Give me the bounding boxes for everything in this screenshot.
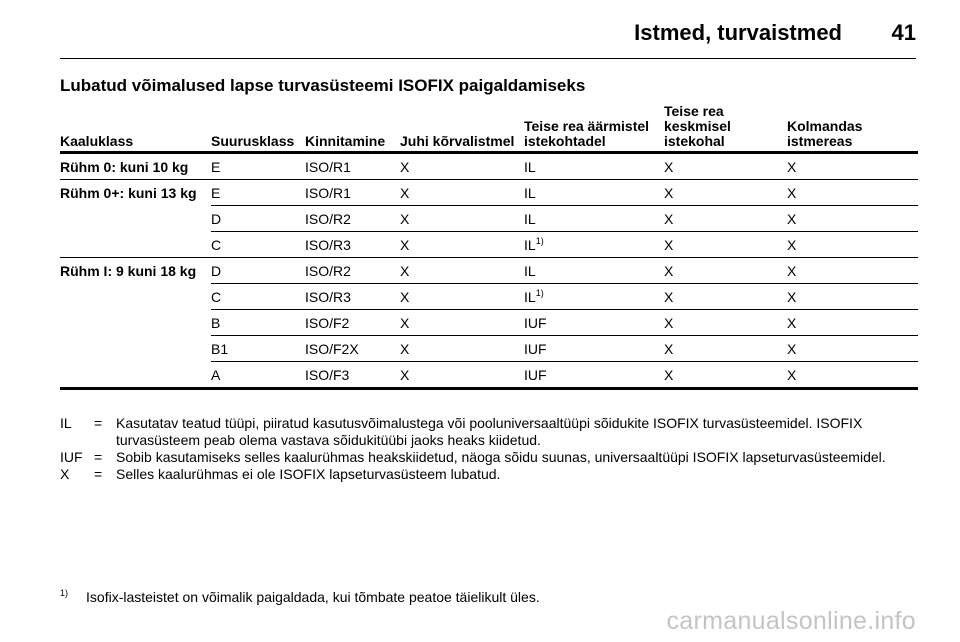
second-row-middle-cell: X (664, 206, 787, 232)
legend-item (60, 466, 922, 483)
legend-abbr: IL (60, 415, 72, 431)
fixture-cell: ISO/F2 (305, 310, 400, 336)
outer-value: IL (524, 236, 536, 253)
column-header: Kaaluklass (60, 104, 211, 153)
table-row (60, 258, 918, 284)
legend-list (60, 415, 922, 483)
second-row-outer-cell (524, 310, 664, 336)
second-row-outer-cell (524, 258, 664, 284)
outer-value: IL (524, 288, 536, 305)
column-header: Teise rea äärmistel istekohtadel (524, 104, 664, 153)
size-class-cell: C (211, 232, 305, 258)
second-row-outer-cell (524, 180, 664, 206)
outer-value: IUF (524, 340, 547, 357)
outer-value: IL (524, 210, 536, 227)
fixture-cell: ISO/R1 (305, 153, 400, 180)
weight-group-cell-empty (60, 284, 211, 310)
fixture-cell: ISO/R2 (305, 206, 400, 232)
fixture-cell: ISO/R2 (305, 258, 400, 284)
page-title: Istmed, turvaistmed (634, 20, 842, 45)
legend-item (60, 415, 922, 449)
size-class-cell: E (211, 180, 305, 206)
third-row-cell: X (787, 310, 918, 336)
weight-group-cell-empty (60, 206, 211, 232)
second-row-middle-cell: X (664, 232, 787, 258)
outer-value: IL (524, 262, 536, 279)
size-class-cell: A (211, 362, 305, 389)
third-row-cell: X (787, 362, 918, 389)
front-passenger-cell: X (400, 206, 524, 232)
legend-text: Sobib kasutamiseks selles kaalurühmas heakskiidetud, näoga sõidu suunas, universaaltüüpi ISOFIX lapseturvasüsteemidel. (116, 449, 886, 465)
weight-group-cell-empty (60, 362, 211, 389)
table-row (60, 362, 918, 389)
column-header: Kinnitamine (305, 104, 400, 153)
table-row (60, 180, 918, 206)
table-row (60, 232, 918, 258)
column-header: Kolmandas istmereas (787, 104, 918, 153)
table-row (60, 206, 918, 232)
second-row-middle-cell: X (664, 258, 787, 284)
front-passenger-cell: X (400, 258, 524, 284)
size-class-cell: C (211, 284, 305, 310)
isofix-table (60, 104, 918, 390)
weight-group-cell-empty (60, 310, 211, 336)
table-row (60, 284, 918, 310)
table-row (60, 153, 918, 180)
second-row-outer-cell (524, 362, 664, 389)
footnote (60, 589, 540, 605)
weight-group-cell: Rühm 0: kuni 10 kg (60, 153, 211, 180)
fixture-cell: ISO/R3 (305, 284, 400, 310)
fixture-cell: ISO/F3 (305, 362, 400, 389)
third-row-cell: X (787, 206, 918, 232)
second-row-outer-cell (524, 206, 664, 232)
section-title: Lubatud võimalused lapse turvasüsteemi ISOFIX paigaldamiseks (60, 76, 586, 95)
front-passenger-cell: X (400, 180, 524, 206)
column-header: Juhi kõrvalistmel (400, 104, 524, 153)
outer-value: IUF (524, 366, 547, 383)
size-class-cell: D (211, 206, 305, 232)
front-passenger-cell: X (400, 153, 524, 180)
page-header (60, 16, 916, 59)
legend-abbr: X (60, 466, 70, 482)
size-class-cell: B1 (211, 336, 305, 362)
weight-group-cell: Rühm 0+: kuni 13 kg (60, 184, 197, 201)
outer-value: IUF (524, 314, 547, 331)
legend-text: Selles kaalurühmas ei ole ISOFIX lapseturvasüsteem lubatud. (116, 466, 501, 482)
footnote-text: Isofix-lasteistet on võimalik paigaldada, kui tõmbate peatoe täielikult üles. (86, 589, 540, 605)
size-class-cell: E (211, 153, 305, 180)
second-row-outer-cell (524, 284, 664, 310)
column-header: Teise rea keskmisel istekohal (664, 104, 787, 153)
front-passenger-cell: X (400, 284, 524, 310)
third-row-cell: X (787, 180, 918, 206)
size-class-cell: B (211, 310, 305, 336)
legend-equals: = (94, 449, 103, 465)
second-row-middle-cell: X (664, 153, 787, 180)
front-passenger-cell: X (400, 336, 524, 362)
fixture-cell: ISO/R1 (305, 180, 400, 206)
legend-abbr: IUF (60, 449, 83, 465)
third-row-cell: X (787, 153, 918, 180)
table-row (60, 336, 918, 362)
legend-equals: = (94, 415, 103, 431)
weight-group-cell: Rühm I: 9 kuni 18 kg (60, 262, 197, 279)
footnote-ref: 1) (535, 235, 544, 246)
page-number: 41 (891, 20, 916, 45)
legend-equals: = (94, 466, 103, 482)
second-row-middle-cell: X (664, 284, 787, 310)
second-row-middle-cell: X (664, 310, 787, 336)
fixture-cell: ISO/R3 (305, 232, 400, 258)
weight-group-cell-empty (60, 232, 211, 258)
second-row-outer-cell (524, 232, 664, 258)
table-row (60, 310, 918, 336)
third-row-cell: X (787, 258, 918, 284)
front-passenger-cell: X (400, 232, 524, 258)
second-row-outer-cell (524, 153, 664, 180)
third-row-cell: X (787, 232, 918, 258)
second-row-middle-cell: X (664, 362, 787, 389)
legend-text: Kasutatav teatud tüüpi, piiratud kasutusvõimalustega või pooluniversaaltüüpi sõidukite ISOFIX turvasüsteemidel. ISOFIX turvasüsteem peab olema vastava sõidukitüübi jaoks heaks kiidetud. (116, 415, 863, 448)
front-passenger-cell: X (400, 310, 524, 336)
outer-value: IL (524, 184, 536, 201)
column-header: Suurusklass (211, 104, 305, 153)
footnote-mark: 1) (60, 588, 69, 598)
table-header-row (60, 104, 918, 153)
second-row-outer-cell (524, 336, 664, 362)
watermark-text: carmanualsonline.info (666, 607, 916, 635)
outer-value: IL (524, 158, 536, 175)
weight-group-cell-empty (60, 336, 211, 362)
fixture-cell: ISO/F2X (305, 336, 400, 362)
third-row-cell: X (787, 284, 918, 310)
third-row-cell: X (787, 336, 918, 362)
second-row-middle-cell: X (664, 336, 787, 362)
second-row-middle-cell: X (664, 180, 787, 206)
footnote-ref: 1) (535, 287, 544, 298)
size-class-cell: D (211, 258, 305, 284)
legend-item (60, 449, 922, 466)
front-passenger-cell: X (400, 362, 524, 389)
